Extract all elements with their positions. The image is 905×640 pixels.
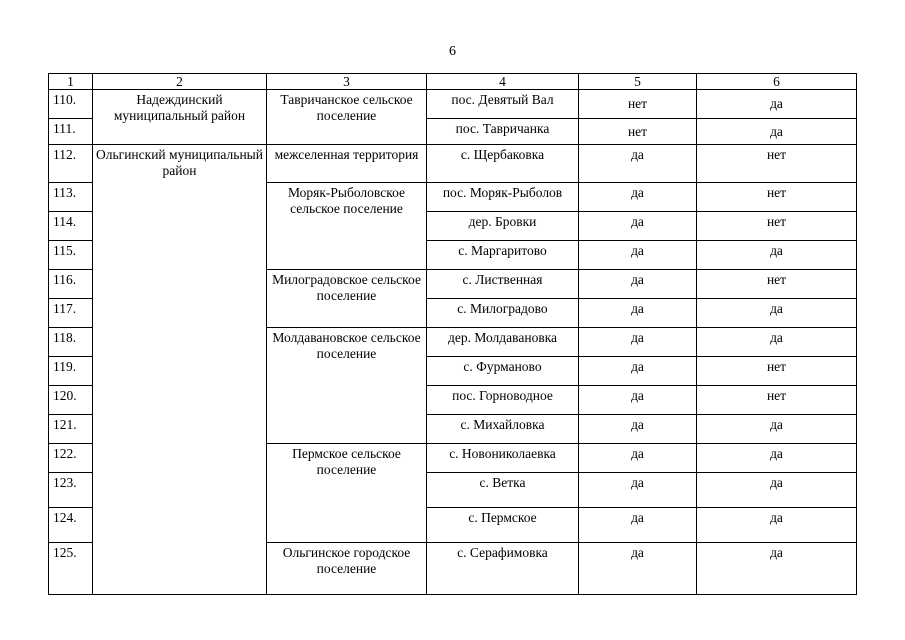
row-number: 116.	[49, 270, 93, 299]
col5-cell: да	[579, 473, 697, 508]
locality-cell: с. Серафимовка	[427, 543, 579, 595]
col5-cell: да	[579, 270, 697, 299]
header-cell: 3	[267, 74, 427, 90]
locality-cell: дер. Молдавановка	[427, 328, 579, 357]
locality-cell: с. Михайловка	[427, 415, 579, 444]
col5-cell: да	[579, 212, 697, 241]
row-number: 123.	[49, 473, 93, 508]
locality-cell: пос. Моряк-Рыболов	[427, 183, 579, 212]
header-cell: 5	[579, 74, 697, 90]
col5-cell: да	[579, 328, 697, 357]
col5-cell: нет	[579, 90, 697, 119]
settlement-cell: Милоградовское сельское поселение	[267, 270, 427, 328]
settlement-cell: Тавричанское сельское поселение	[267, 90, 427, 145]
row-number: 118.	[49, 328, 93, 357]
locality-cell: с. Фурманово	[427, 357, 579, 386]
col5-cell: да	[579, 145, 697, 183]
header-cell: 1	[49, 74, 93, 90]
col6-cell: да	[697, 444, 857, 473]
col6-cell: да	[697, 543, 857, 595]
col6-cell: да	[697, 241, 857, 270]
locality-cell: с. Новониколаевка	[427, 444, 579, 473]
col6-cell: да	[697, 299, 857, 328]
row-number: 114.	[49, 212, 93, 241]
header-cell: 2	[93, 74, 267, 90]
col5-cell: да	[579, 543, 697, 595]
header-cell: 6	[697, 74, 857, 90]
row-number: 119.	[49, 357, 93, 386]
locality-cell: с. Пермское	[427, 508, 579, 543]
row-number: 122.	[49, 444, 93, 473]
col6-cell: да	[697, 119, 857, 145]
settlement-cell: Моряк-Рыболовское сельское поселение	[267, 183, 427, 270]
settlement-cell: Ольгинское городское поселение	[267, 543, 427, 595]
col5-cell: да	[579, 386, 697, 415]
settlement-cell: Молдавановское сельское поселение	[267, 328, 427, 444]
col6-cell: да	[697, 473, 857, 508]
col6-cell: нет	[697, 357, 857, 386]
row-number: 113.	[49, 183, 93, 212]
row-number: 112.	[49, 145, 93, 183]
row-number: 110.	[49, 90, 93, 119]
col6-cell: нет	[697, 212, 857, 241]
locality-cell: дер. Бровки	[427, 212, 579, 241]
row-number: 117.	[49, 299, 93, 328]
locality-cell: пос. Тавричанка	[427, 119, 579, 145]
locality-cell: с. Лиственная	[427, 270, 579, 299]
locality-cell: с. Щербаковка	[427, 145, 579, 183]
col5-cell: нет	[579, 119, 697, 145]
table-row	[49, 145, 857, 183]
district-cell: Надеждинский муниципальный район	[93, 90, 267, 145]
col5-cell: да	[579, 444, 697, 473]
col6-cell: нет	[697, 145, 857, 183]
col6-cell: да	[697, 90, 857, 119]
page-number: 6	[449, 44, 456, 59]
row-number: 125.	[49, 543, 93, 595]
col6-cell: да	[697, 328, 857, 357]
row-number: 121.	[49, 415, 93, 444]
settlements-table	[48, 73, 857, 595]
header-cell: 4	[427, 74, 579, 90]
col5-cell: да	[579, 415, 697, 444]
row-number: 111.	[49, 119, 93, 145]
row-number: 115.	[49, 241, 93, 270]
row-number: 124.	[49, 508, 93, 543]
col6-cell: нет	[697, 270, 857, 299]
locality-cell: с. Милоградово	[427, 299, 579, 328]
settlement-cell: Пермское сельское поселение	[267, 444, 427, 543]
col5-cell: да	[579, 508, 697, 543]
row-number: 120.	[49, 386, 93, 415]
locality-cell: пос. Горноводное	[427, 386, 579, 415]
locality-cell: с. Маргаритово	[427, 241, 579, 270]
table-row	[49, 90, 857, 119]
col6-cell: нет	[697, 386, 857, 415]
col5-cell: да	[579, 357, 697, 386]
col6-cell: да	[697, 415, 857, 444]
col5-cell: да	[579, 241, 697, 270]
district-cell: Ольгинский муниципальный район	[93, 145, 267, 595]
col5-cell: да	[579, 299, 697, 328]
settlement-cell: межселенная территория	[267, 145, 427, 183]
col6-cell: да	[697, 508, 857, 543]
col5-cell: да	[579, 183, 697, 212]
locality-cell: с. Ветка	[427, 473, 579, 508]
header-row	[49, 74, 857, 90]
col6-cell: нет	[697, 183, 857, 212]
locality-cell: пос. Девятый Вал	[427, 90, 579, 119]
